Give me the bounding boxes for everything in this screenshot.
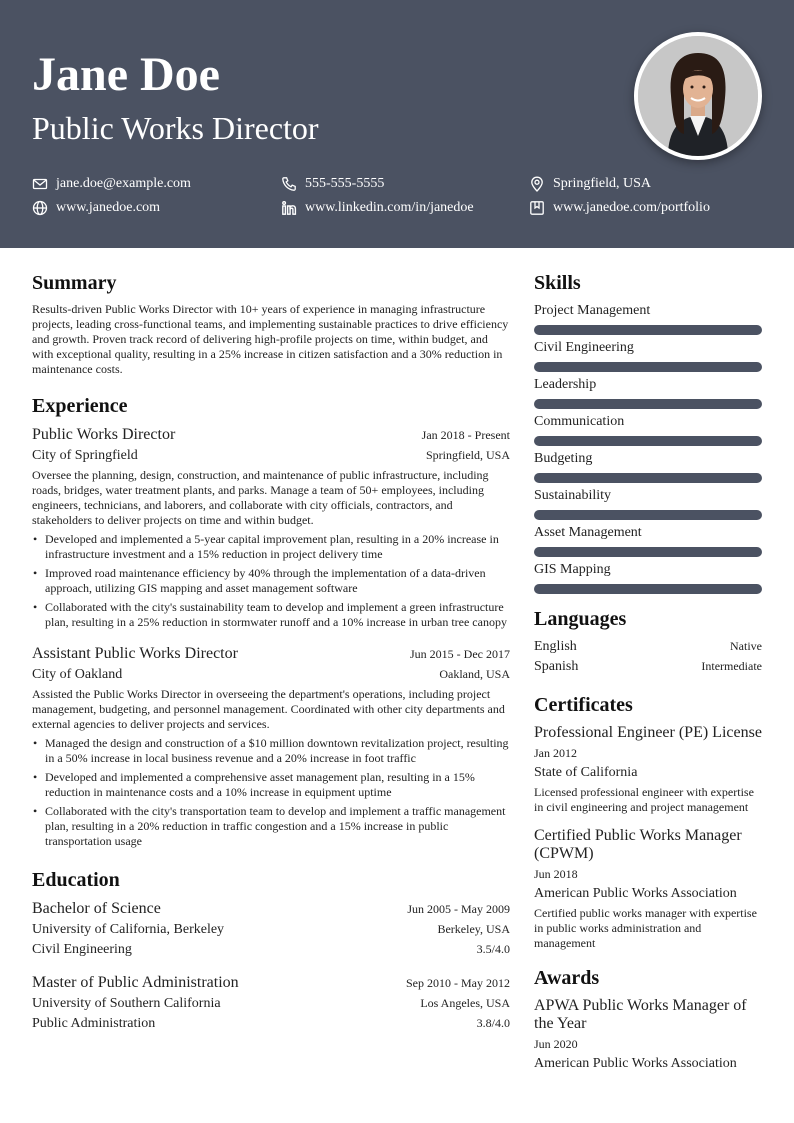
- experience-entry: [32, 644, 510, 849]
- skill-name: Budgeting: [534, 451, 593, 466]
- contact-location-text: Springfield, USA: [553, 176, 651, 191]
- skills-list: [534, 302, 762, 594]
- education-location: Los Angeles, USA: [420, 996, 510, 1010]
- skill-item: [534, 524, 762, 557]
- globe-icon: [32, 200, 48, 216]
- experience-bullet: • Collaborated with the city's sustainability team to develop and implement a green infrastructure plan, resulting in a 25% reduction in stormwater runoff and a 10% increase in urban tree canopy: [32, 600, 510, 630]
- contact-website-text: www.janedoe.com: [56, 200, 161, 215]
- education-location: Berkeley, USA: [437, 922, 510, 936]
- experience-bullets: [32, 736, 510, 849]
- languages-list: [534, 638, 762, 676]
- certificate-description: Certified public works manager with expertise in public works administration and management: [534, 906, 757, 950]
- awards-heading: Awards: [534, 967, 600, 989]
- contact-location: [529, 175, 651, 193]
- contact-phone[interactable]: [281, 175, 384, 193]
- certificate-description: Licensed professional engineer with expertise in civil engineering and project management: [534, 785, 754, 814]
- skill-name: Communication: [534, 414, 625, 429]
- certificate-issuer: State of California: [534, 765, 638, 780]
- skill-bar: [534, 473, 762, 483]
- languages-section: [534, 606, 762, 676]
- contact-email-text: jane.doe@example.com: [56, 176, 191, 191]
- experience-bullets: [32, 532, 510, 630]
- language-item: [534, 638, 762, 656]
- experience-dates: Jun 2015 - Dec 2017: [410, 647, 510, 661]
- experience-role: Public Works Director: [32, 426, 176, 443]
- education-gpa: 3.8/4.0: [476, 1016, 510, 1030]
- award-entry: [534, 997, 762, 1073]
- skill-bar: [534, 510, 762, 520]
- resume-header: [0, 0, 794, 248]
- profile-photo: [634, 32, 762, 160]
- contact-linkedin[interactable]: [281, 199, 474, 217]
- certificate-name: Professional Engineer (PE) License: [534, 724, 762, 741]
- skills-section: [534, 270, 762, 594]
- summary-heading: Summary: [32, 272, 117, 294]
- education-degree: Master of Public Administration: [32, 974, 239, 991]
- education-dates: Jun 2005 - May 2009: [407, 902, 510, 916]
- skill-bar: [534, 436, 762, 446]
- experience-bullet: • Improved road maintenance efficiency by 40% through the implementation of a data-driven approach, utilizing GIS mapping and asset management software: [32, 566, 510, 596]
- experience-description: Assisted the Public Works Director in overseeing the department's operations, including project management, budgeting, and personnel management. Coordinated with other city departments and external agencies to deliver projects and services.: [32, 687, 505, 731]
- education-entry: [32, 899, 510, 959]
- education-school: University of California, Berkeley: [32, 922, 225, 937]
- skill-bar: [534, 325, 762, 335]
- experience-section: [32, 393, 510, 849]
- education-section: [32, 867, 510, 1033]
- award-issuer: American Public Works Association: [534, 1056, 737, 1071]
- skill-item: [534, 487, 762, 520]
- location-icon: [529, 176, 545, 192]
- certificates-section: [534, 692, 762, 951]
- experience-bullet: • Collaborated with the city's transportation team to develop and implement a traffic management plan, resulting in a 20% reduction in traffic congestion and a 15% increase in public transportation usage: [32, 804, 510, 849]
- skill-item: [534, 450, 762, 483]
- certificate-date: Jan 2012: [534, 746, 577, 760]
- profile-photo-image: [638, 36, 758, 156]
- education-degree: Bachelor of Science: [32, 900, 161, 917]
- skill-name: Project Management: [534, 303, 651, 318]
- experience-company: City of Springfield: [32, 448, 138, 463]
- experience-company: City of Oakland: [32, 667, 123, 682]
- skill-name: Asset Management: [534, 525, 642, 540]
- contact-portfolio-text: www.janedoe.com/portfolio: [553, 200, 710, 215]
- languages-heading: Languages: [534, 608, 627, 630]
- sidebar-column: [534, 270, 762, 1073]
- experience-role: Assistant Public Works Director: [32, 645, 238, 662]
- language-level: Native: [730, 639, 762, 653]
- language-level: Intermediate: [701, 659, 762, 673]
- experience-description: Oversee the planning, design, construction, and maintenance of public infrastructure, including roads, bridges, water treatment plants, and parks. Manage a team of 50+ employees, including engineers, technicians, and laborers, and collaborate with city officials, contractors, and stakeholders to deliver projects on time and within budget.: [32, 468, 489, 527]
- skill-bar: [534, 399, 762, 409]
- skill-item: [534, 413, 762, 446]
- experience-heading: Experience: [32, 395, 128, 417]
- skill-name: Leadership: [534, 377, 597, 392]
- main-column: [32, 270, 510, 1033]
- contact-website[interactable]: [32, 199, 160, 217]
- education-field: Civil Engineering: [32, 942, 132, 957]
- experience-dates: Jan 2018 - Present: [421, 428, 510, 442]
- mail-icon: [32, 176, 48, 192]
- education-dates: Sep 2010 - May 2012: [406, 976, 510, 990]
- experience-location: Springfield, USA: [426, 448, 510, 462]
- summary-text: Results-driven Public Works Director with 10+ years of experience in managing infrastructure projects, leading cross-functional teams, and implementing sustainable practices to drive efficiency and growth. Proven track record of delivering high-profile projects on time, within budget, and with exceptional quality, resulting in a 25% increase in citizen satisfaction and a 30% reduction in maintenance costs.: [32, 302, 509, 376]
- language-name: Spanish: [534, 659, 579, 674]
- education-entry: [32, 973, 510, 1033]
- skill-name: Civil Engineering: [534, 340, 634, 355]
- education-school: University of Southern California: [32, 996, 221, 1011]
- education-gpa: 3.5/4.0: [476, 942, 510, 956]
- certificate-name: Certified Public Works Manager (CPWM): [534, 827, 742, 862]
- contact-portfolio[interactable]: [529, 199, 710, 217]
- skill-bar: [534, 362, 762, 372]
- certificate-entry: [534, 724, 762, 815]
- contact-linkedin-text: www.linkedin.com/in/janedoe: [305, 200, 474, 215]
- language-name: English: [534, 639, 577, 654]
- certificate-issuer: American Public Works Association: [534, 886, 737, 901]
- candidate-name: Jane Doe: [32, 48, 220, 101]
- skill-item: [534, 339, 762, 372]
- experience-bullet: • Developed and implemented a comprehensive asset management plan, resulting in a 15% reduction in maintenance costs and a 10% increase in equipment uptime: [32, 770, 510, 800]
- education-field: Public Administration: [32, 1016, 156, 1031]
- experience-bullet: • Developed and implemented a 5-year capital improvement plan, resulting in a 20% increase in infrastructure investment and a 15% reduction in project delivery time: [32, 532, 510, 562]
- phone-icon: [281, 176, 297, 192]
- skill-item: [534, 376, 762, 409]
- award-date: Jun 2020: [534, 1037, 578, 1051]
- skill-name: Sustainability: [534, 488, 611, 503]
- summary-section: [32, 270, 510, 377]
- skill-item: [534, 561, 762, 594]
- skill-item: [534, 302, 762, 335]
- job-title: Public Works Director: [32, 110, 319, 146]
- language-item: [534, 658, 762, 676]
- skills-heading: Skills: [534, 272, 581, 294]
- portfolio-icon: [529, 200, 545, 216]
- experience-entry: [32, 425, 510, 630]
- contact-email[interactable]: [32, 175, 191, 193]
- skill-bar: [534, 547, 762, 557]
- awards-section: [534, 965, 762, 1073]
- skill-bar: [534, 584, 762, 594]
- contact-phone-text: 555-555-5555: [305, 176, 385, 191]
- education-heading: Education: [32, 869, 120, 891]
- experience-location: Oakland, USA: [439, 667, 510, 681]
- award-name: APWA Public Works Manager of the Year: [534, 997, 747, 1032]
- skill-name: GIS Mapping: [534, 562, 611, 577]
- certificate-entry: [534, 827, 762, 951]
- certificates-heading: Certificates: [534, 694, 633, 716]
- experience-bullet: • Managed the design and construction of a $10 million downtown revitalization project, resulting in a 50% increase in local business revenue and a 20% increase in foot traffic: [32, 736, 510, 766]
- linkedin-icon: [281, 200, 297, 216]
- certificate-date: Jun 2018: [534, 867, 578, 881]
